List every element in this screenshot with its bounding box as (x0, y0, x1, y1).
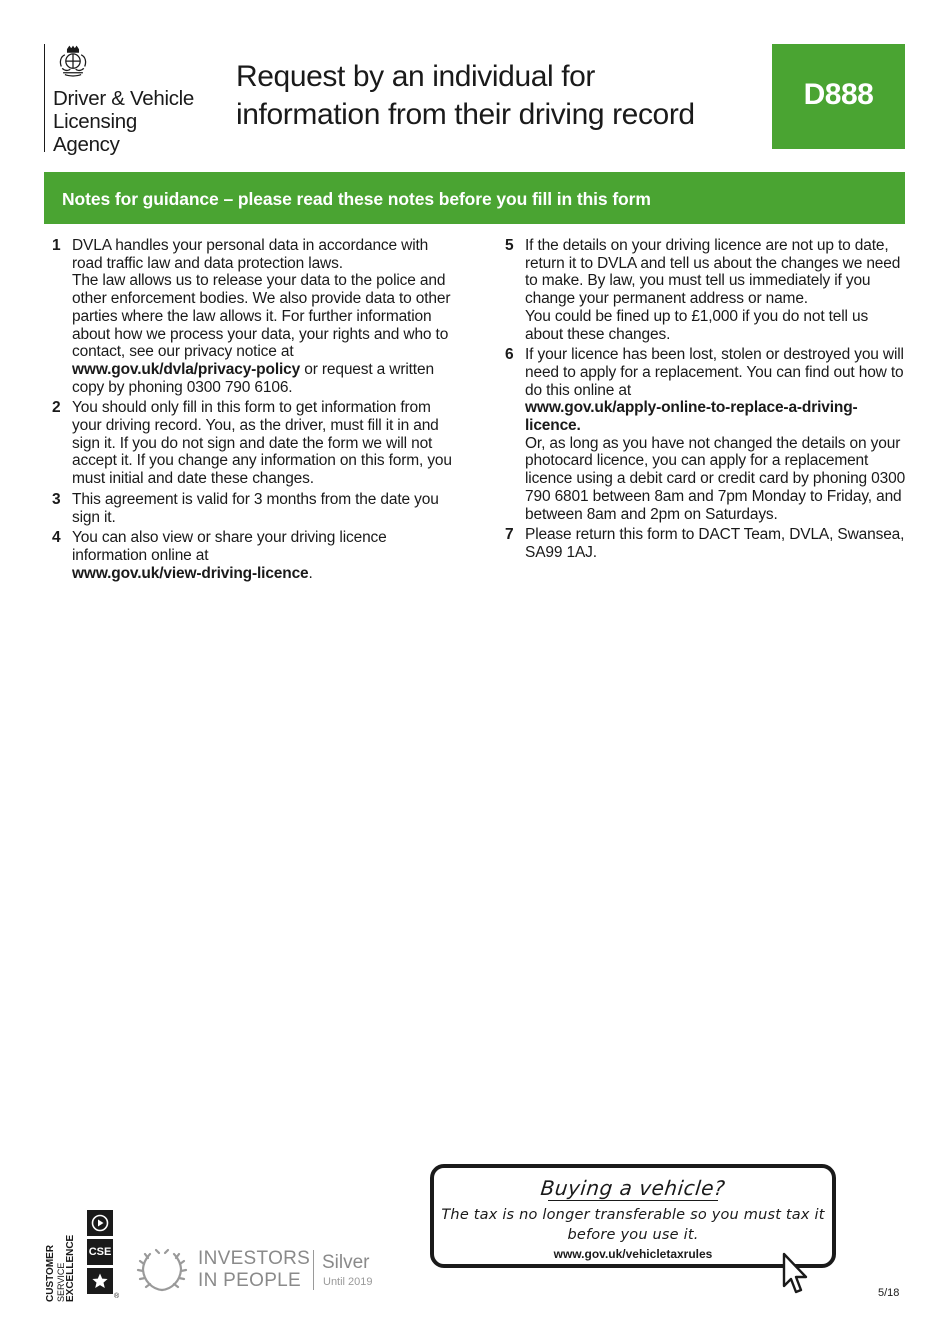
cse-badge-text: CSE (88, 1246, 112, 1258)
agency-name-line-2: Licensing (53, 110, 137, 133)
note-text (72, 529, 462, 582)
note-link[interactable]: www.gov.uk/dvla/privacy-policy (72, 360, 301, 378)
note-item (505, 526, 910, 561)
notes-heading-bar (44, 172, 905, 224)
note-item (505, 237, 910, 343)
note-number: 6 (505, 346, 514, 364)
note-text-run: . (308, 564, 313, 582)
page-title-line-2: information from their driving record (236, 98, 695, 131)
agency-logo (44, 44, 214, 156)
iip-divider (313, 1250, 314, 1290)
note-text (72, 491, 462, 526)
note-number: 2 (52, 399, 61, 417)
notes-column-right (505, 237, 910, 565)
vehicle-tax-title: Buying a vehicle? (539, 1176, 727, 1200)
cse-line-2: SERVICE (56, 1262, 66, 1302)
vehicle-tax-notice (430, 1164, 836, 1268)
note-number: 7 (505, 526, 514, 544)
note-text-run: Please return this form to DACT Team, DVLA, Swansea, SA99 1AJ. (525, 526, 905, 561)
iip-name-line-1: INVESTORS (198, 1248, 311, 1269)
royal-crest-icon (55, 44, 91, 80)
note-text-run: You could be fined up to £1,000 if you do not tell us about these changes. (525, 307, 869, 343)
registered-mark: ® (114, 1293, 120, 1300)
page-title (236, 58, 776, 134)
note-text-run: The law allows us to release your data to the police and other enforcement bodies. We also provide data to other parties where the law allows it. For further information about how we process your data, your rights and who to contact, see our privacy notice at (72, 272, 451, 361)
note-number: 3 (52, 490, 61, 508)
note-text (72, 399, 462, 488)
laurel-wreath-icon (136, 1244, 188, 1296)
agency-name (53, 87, 214, 156)
page-title-line-1: Request by an individual for (236, 60, 596, 93)
note-text-run: If the details on your driving licence are not up to date, return it to DVLA and tell us about the changes we need to make. By law, you must tell us immediately if you change your permanent address or name. (525, 237, 901, 308)
iip-level: Silver (322, 1252, 370, 1273)
note-text-run: If your licence has been lost, stolen or destroyed you will need to apply for a replacement. You can find out how to do this online at (525, 346, 904, 399)
vehicle-tax-text (434, 1205, 832, 1245)
note-text-run: DVLA handles your personal data in accordance with road traffic law and data protection laws. (72, 237, 429, 272)
vehicle-tax-text-line-1: The tax is no longer transferable so you must tax it (441, 1207, 825, 1223)
note-item (52, 491, 462, 526)
play-icon (87, 1210, 113, 1236)
cse-badge (87, 1239, 113, 1265)
note-link[interactable]: www.gov.uk/view-driving-licence (72, 564, 309, 582)
notes-column-left (52, 237, 462, 585)
note-text-run: Or, as long as you have not changed the details on your photocard licence, you can apply for a replacement licence using a debit card or credit card by phoning 0300 790 6801 between 8am and 7pm Monday to Friday, and between 8am and 2pm on Saturdays. (525, 434, 906, 523)
note-number: 4 (52, 529, 61, 547)
form-version: 5/18 (878, 1287, 900, 1299)
note-text-run: You can also view or share your driving licence information online at (72, 529, 387, 564)
agency-name-line-3: Agency (53, 133, 120, 156)
star-icon (87, 1268, 113, 1294)
note-item (52, 237, 462, 396)
note-text (525, 237, 910, 343)
form-code-badge (772, 44, 905, 149)
note-text (72, 237, 462, 396)
iip-name-line-2: IN PEOPLE (198, 1270, 302, 1291)
cse-text (44, 1210, 84, 1302)
cse-line-3: EXCELLENCE (65, 1234, 76, 1302)
vehicle-tax-text-line-2: before you use it. (567, 1227, 699, 1243)
vehicle-tax-title-rule (548, 1200, 718, 1201)
customer-service-excellence-logo (44, 1210, 120, 1302)
note-item (52, 529, 462, 582)
notes-heading: Notes for guidance – please read these notes before you fill in this form (62, 189, 651, 209)
cse-line-1: CUSTOMER (45, 1244, 56, 1302)
note-link[interactable]: www.gov.uk/apply-online-to-replace-a-driving-licence. (525, 399, 858, 435)
note-text-run: You should only fill in this form to get information from your driving record. You, as the driver, must fill it in and sign it. If you do not sign and date the form we will not accept it. If you change any information on this form, you must initial and date these changes. (72, 399, 452, 488)
note-number: 1 (52, 237, 61, 254)
note-item (505, 346, 910, 523)
note-text-run: or request a written copy by phoning 0300 790 6106. (72, 360, 434, 396)
note-text-run: This agreement is valid for 3 months from the date you sign it. (72, 490, 439, 526)
cse-icons (87, 1210, 113, 1297)
note-text (525, 346, 910, 523)
note-number: 5 (505, 237, 514, 254)
mouse-pointer-icon (782, 1252, 812, 1298)
investors-in-people-logo (136, 1244, 396, 1296)
vehicle-tax-link[interactable]: www.gov.uk/vehicletaxrules (553, 1247, 713, 1261)
form-code: D888 (803, 78, 874, 111)
note-item (52, 399, 462, 488)
note-text (525, 526, 910, 561)
iip-name (198, 1248, 310, 1292)
agency-name-line-1: Driver & Vehicle (53, 87, 195, 110)
iip-until: Until 2019 (323, 1276, 373, 1288)
